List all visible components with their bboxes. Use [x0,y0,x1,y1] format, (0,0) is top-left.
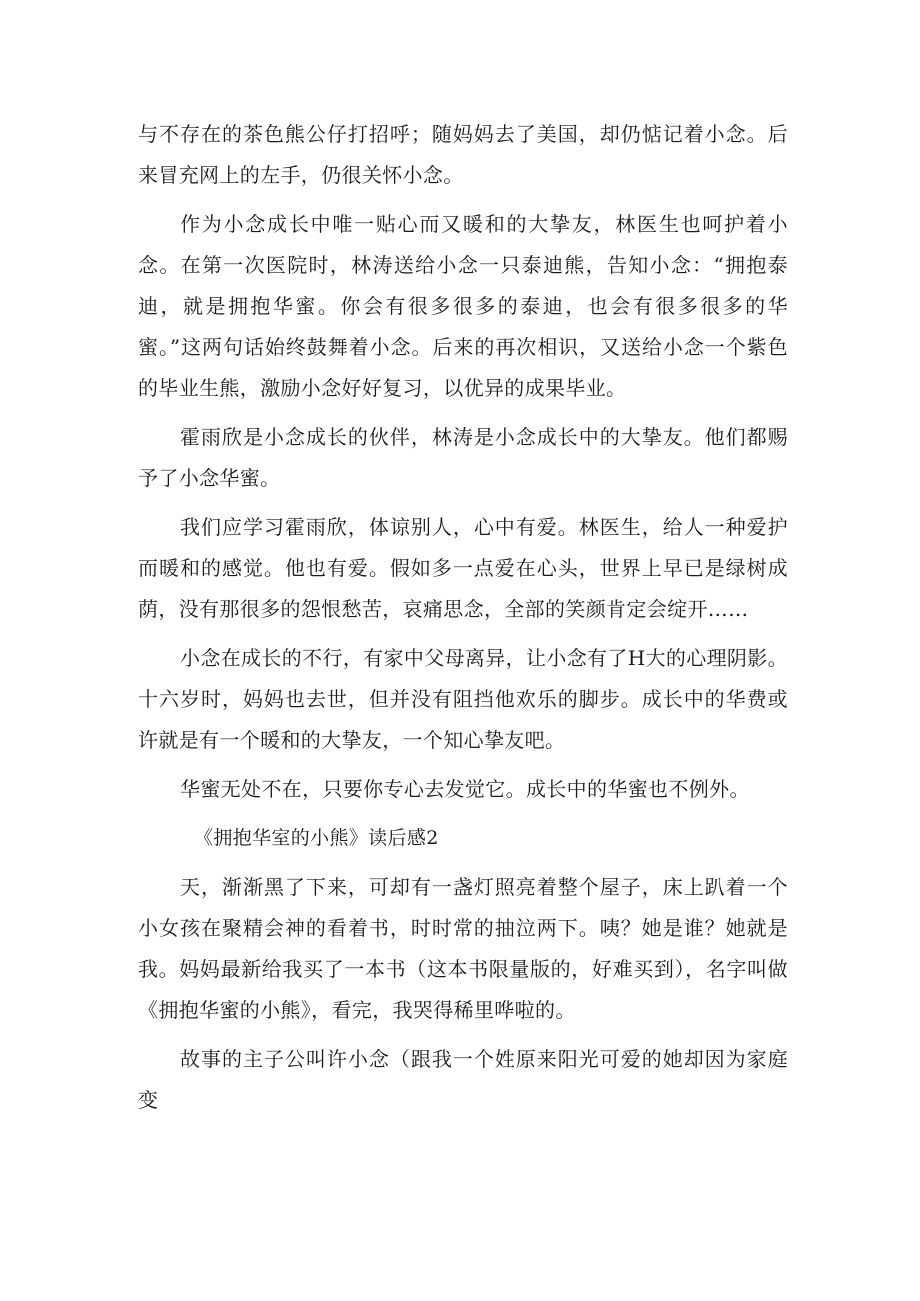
paragraph-3: 霍雨欣是小念成长的伙伴，林涛是小念成长中的大挚友。他们都赐予了小念华蜜。 [138,425,788,490]
document-body [138,114,788,1129]
paragraph-7: 天，渐渐黑了下来，可却有一盏灯照亮着整个屋子，床上趴着一个小女孩在聚精会神的看着书，时时常的抽泣两下。咦？她是谁？她就是我。妈妈最新给我买了一本书（这本书限量版的，好难买到），名字叫做《拥抱华蜜的小熊》，看完，我哭得稀里哗啦的。 [138,875,788,1022]
paragraph-1: 与不存在的茶色熊公仔打招呼；随妈妈去了美国，却仍惦记着小念。后来冒充网上的左手，仍很关怀小念。 [138,122,788,187]
paragraph-8: 故事的主子公叫许小念（跟我一个姓原来阳光可爱的她却因为家庭变 [138,1047,788,1112]
section-heading: 《拥抱华室的小熊》读后感2 [194,827,439,849]
paragraph-5: 小念在成长的不行，有家中父母离异，让小念有了H大的心理阴影。十六岁时，妈妈也去世，但并没有阻挡他欢乐的脚步。成长中的华费或许就是有一个暖和的大挚友，一个知心挚友吧。 [138,646,788,752]
paragraph-2: 作为小念成长中唯一贴心而又暖和的大挚友，林医生也呵护着小念。在第一次医院时，林涛送给小念一只泰迪熊，告知小念：“拥抱泰迪，就是拥抱华蜜。你会有很多很多的泰迪，也会有很多很多的华蜜。”这两句话始终鼓舞着小念。后来的再次相识，又送给小念一个紫色的毕业生熊，激励小念好好复习，以优异的成果毕业。 [138,212,788,400]
paragraph-6: 华蜜无处不在，只要你专心去发觉它。成长中的华蜜也不例外。 [180,777,750,801]
paragraph-4: 我们应学习霍雨欣，体谅别人，心中有爱。林医生，给人一种爱护而暖和的感觉。他也有爱。假如多一点爱在心头，世界上早已是绿树成荫，没有那很多的怨恨愁苦，哀痛思念，全部的笑颜肯定会绽开…… [138,515,788,621]
